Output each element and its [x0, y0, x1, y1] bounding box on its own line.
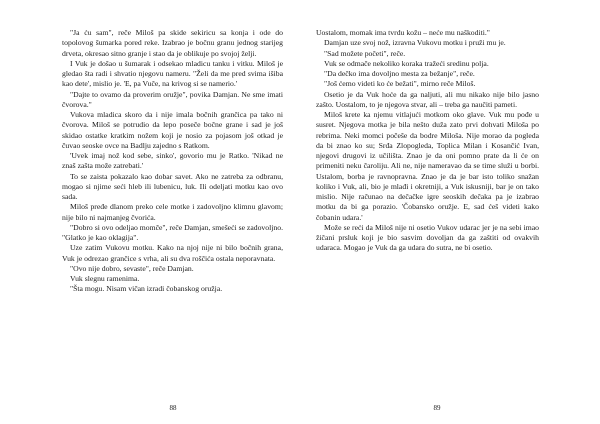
- paragraph: Osetio je da Vuk hoće da ga naljuti, ali mu nikako nije bilo jasno zašto. Uostalom, to je njegova stvar, ali – treba ga naučiti pameti.: [316, 89, 539, 109]
- paragraph: To se zaista pokazalo kao dobar savet. Ako ne zatreba za odbranu, mogao si njime seći hleb ili lubenicu, luk. Ili odeljati motku kao ovo sada.: [62, 171, 283, 201]
- page-number-left: 88: [169, 404, 177, 412]
- paragraph: "Šta mogu. Nisam vičan izradi čobanskog oružja.: [70, 284, 223, 294]
- paragraph: Vuk slegnu ramenima.: [70, 274, 140, 283]
- paragraph: 'Uvek imaj nož kod sebe, sinko', govorio mu je Ratko. 'Nikad ne znaš zašta može zatrebati.': [62, 151, 283, 171]
- paragraph: Uze zatim Vukovu motku. Kako na njoj nije ni bilo bočnih grana, Vuk je odrezao grančice s vrha, ali su dva roščića ostala neporavnata.: [62, 243, 283, 263]
- paragraph: "Sad možete početi", reče.: [324, 48, 406, 58]
- paragraph-continuation: Uostalom, momak ima tvrdu kožu – neće mu naškoditi.": [316, 28, 490, 37]
- paragraph: Miloš krete ka njemu vitlajući motkom oko glave. Vuk mu pođe u susret. Njegova motka je bila nešto duža zato prvi dohvati Miloša po rebrima. Neki momci počeše da bodre Miloša. Nije morao da pogleda da bi znao ko su; Srđa Zlopogleda, Toplica Milan i Kosančić Ivan, njegovi drugovi iz učilišta. Znao je da oni pomno prate da li će on primeniti neku čaroliju. Ali ne, nije nameravao da se time služi u borbi. Ustalom, borba je ravnopravna. Znao je da je bar isto toliko snažan koliko i Vuk, ali, bio je mlađi i okretniji, a Vuk iskusniji, bar je on tako mislio. Nije računao na dečačke igre seoskih dečaka pa je izabrao motku da bi ga porazio. 'Čobansko oružje. E, sad ćeš videti kako čobanin udara.': [316, 110, 539, 222]
- paragraph: "Još ćemo videti ko će bežati", mirno reče Miloš.: [324, 79, 476, 89]
- right-page: [300, 0, 600, 424]
- paragraph: "Dobro si ovo odeljao momče", reče Damjan, smešeći se zadovoljno. "Glatko je kao oklagija".: [62, 222, 283, 242]
- paragraph: "Da dečko ima dovoljno mesta za bežanje", reče.: [324, 69, 475, 78]
- page-number-right: 89: [433, 404, 441, 412]
- paragraph: Može se reći da Miloš nije ni osetio Vukov udarac jer je na sebi imao žičani prsluk koji je bio sasvim dovoljan da ga zaštiti od ovakvih udaraca. Mogao je Vuk da ga udara do sutra, ne bi osetio.: [316, 222, 539, 253]
- paragraph: "Dajte to ovamo da proverim oružje", povika Damjan. Ne sme imati čvorova.": [62, 89, 283, 109]
- paragraph: Vukova mladica skoro da i nije imala bočnih grančica pa tako ni čvorova. Miloš se potrudio da lepo poseče bočne grane i sad je još skidao ostatke kratkim nožem koji je nosio za pojasom još otkad je čuvao seoske ovce na Badlju zajedno s Ratkom.: [62, 110, 283, 150]
- paragraph: Miloš pređe dlanom preko cele motke i zadovoljno klimnu glavom; nije bilo ni najmanjeg čvorića.: [62, 202, 283, 222]
- left-text-column: [62, 28, 283, 295]
- right-text-column: [316, 28, 539, 254]
- paragraph: Vuk se odmače nekoliko koraka tražeći sredinu polja.: [324, 58, 489, 68]
- paragraph: "Ovo nije dobro, sevaste", reče Damjan.: [70, 263, 194, 273]
- paragraph: "Ja ću sam", reče Miloš pa skide sekiricu sa konja i ode do topolovog šumarka pored reke. Izabrao je bočnu granu jednog starijeg drveta, okresao sitno granje i stao da je oblikuje po svojoj želji.: [62, 28, 283, 58]
- paragraph: Damjan uze svoj nož, izravna Vukovu motku i pruži mu je.: [324, 38, 506, 48]
- paragraph: I Vuk je došao u šumarak i odsekao mladicu tanku i vitku. Miloš je gledao šta radi i shvatio njegovu nameru. "Želi da me pred svima išiba kao dete', mislio je. 'E, pa Vuče, na krivog si se namerio.': [62, 58, 283, 89]
